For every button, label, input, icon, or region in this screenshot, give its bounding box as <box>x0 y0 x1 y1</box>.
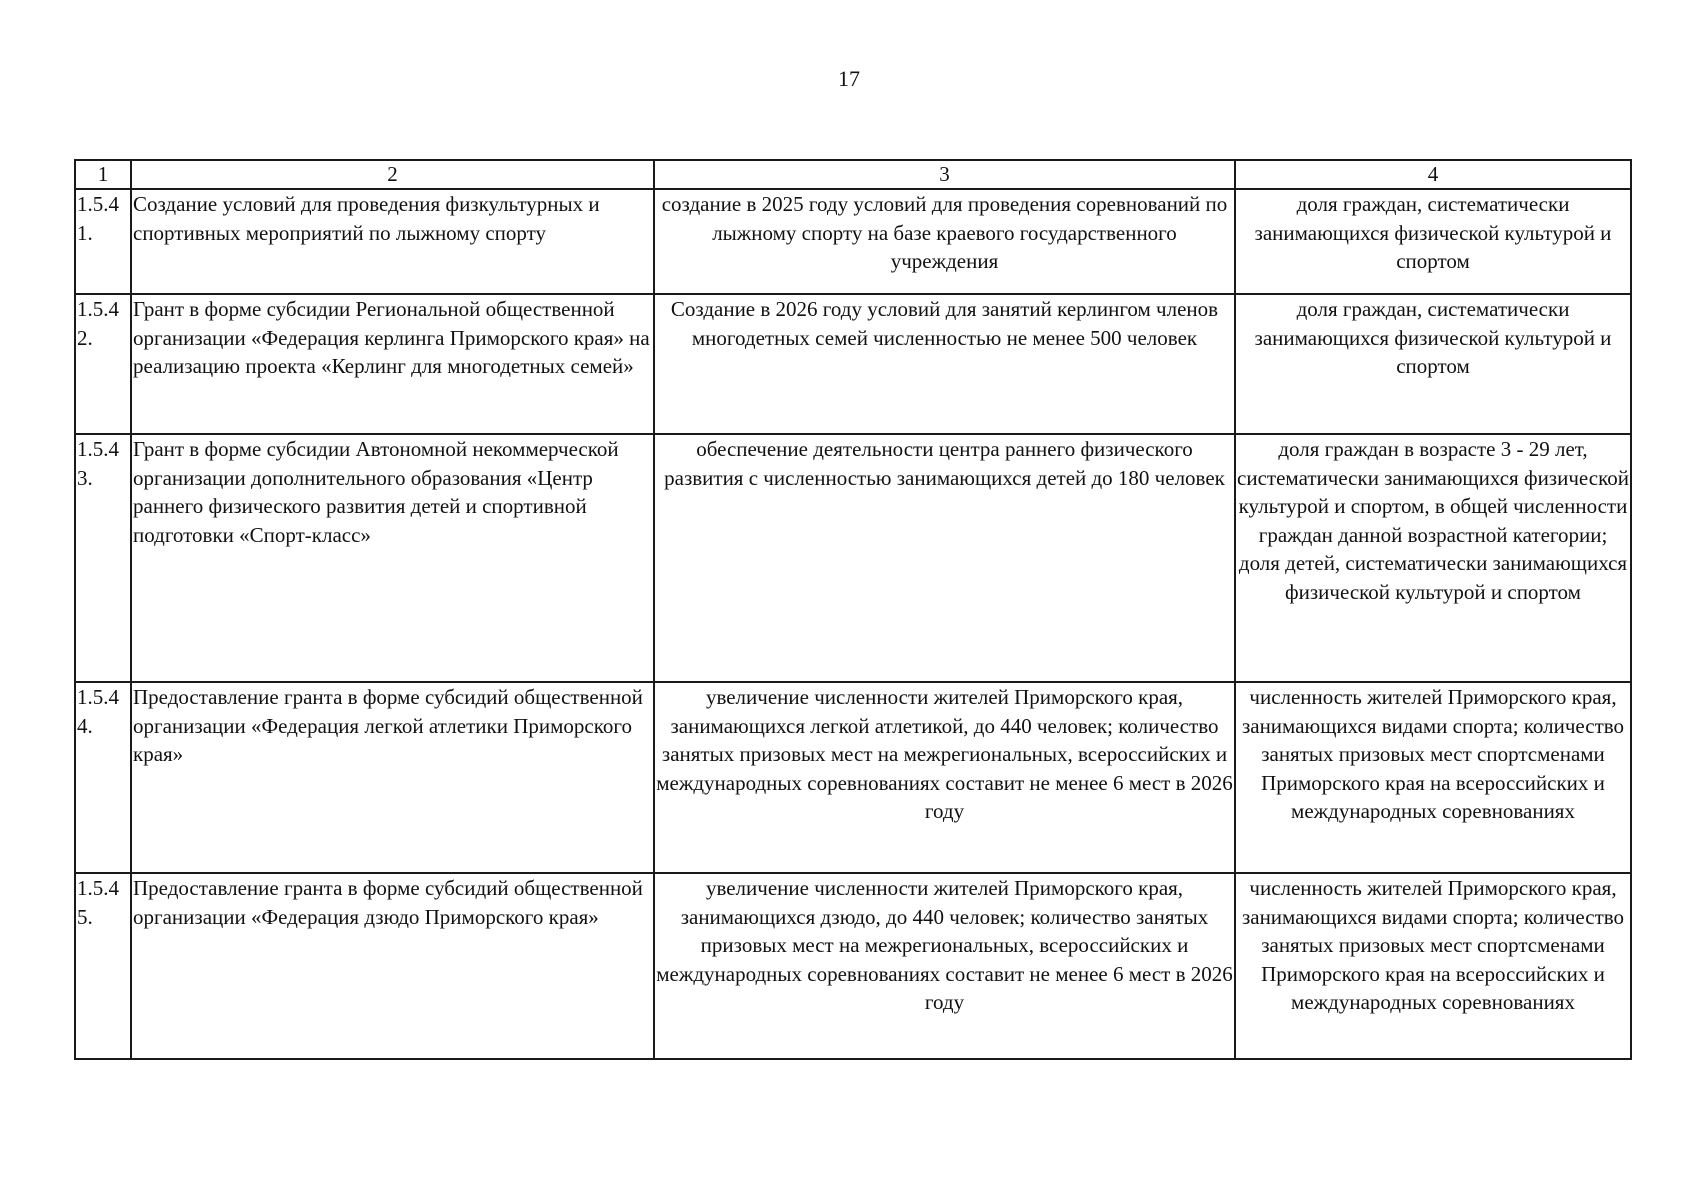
indicator-cell: доля граждан в возрасте 3 - 29 лет, систематически занимающихся физической культурой и спортом, в общей численности граждан данной возрастной категории; доля детей, систематически занимающихся физической культурой и спортом <box>1235 434 1631 682</box>
measures-table <box>74 159 1632 1060</box>
result-cell: увеличение численности жителей Приморского края, занимающихся легкой атлетикой, до 440 человек; количество занятых призовых мест на межрегиональных, всероссийских и международных соревнованиях составит не менее 6 мест в 2026 году <box>654 682 1235 873</box>
row-number-cell: 1.5.4 4. <box>75 682 131 873</box>
event-cell: Грант в форме субсидии Автономной некоммерческой организации дополнительного образования «Центр раннего физического развития детей и спортивной подготовки «Спорт-класс» <box>131 434 654 682</box>
indicator-cell: численность жителей Приморского края, занимающихся видами спорта; количество занятых призовых мест спортсменами Приморского края на всероссийских и международных соревнованиях <box>1235 682 1631 873</box>
event-cell: Создание условий для проведения физкультурных и спортивных мероприятий по лыжному спорту <box>131 189 654 294</box>
event-cell: Предоставление гранта в форме субсидий общественной организации «Федерация дзюдо Приморского края» <box>131 873 654 1059</box>
result-cell: Создание в 2026 году условий для занятий керлингом членов многодетных семей численностью не менее 500 человек <box>654 294 1235 434</box>
indicator-cell: доля граждан, систематически занимающихся физической культурой и спортом <box>1235 189 1631 294</box>
table-header-row <box>75 160 1631 189</box>
table-row <box>75 434 1631 682</box>
table-row <box>75 294 1631 434</box>
result-cell: обеспечение деятельности центра раннего физического развития с численностью занимающихся детей до 180 человек <box>654 434 1235 682</box>
table-row <box>75 189 1631 294</box>
column-header-3: 3 <box>654 160 1235 189</box>
row-number-cell: 1.5.4 1. <box>75 189 131 294</box>
row-number-cell: 1.5.4 5. <box>75 873 131 1059</box>
event-cell: Предоставление гранта в форме субсидий общественной организации «Федерация легкой атлетики Приморского края» <box>131 682 654 873</box>
column-header-4: 4 <box>1235 160 1631 189</box>
page-number: 17 <box>838 66 860 91</box>
table-row <box>75 682 1631 873</box>
indicator-cell: доля граждан, систематически занимающихся физической культурой и спортом <box>1235 294 1631 434</box>
column-header-2: 2 <box>131 160 654 189</box>
result-cell: увеличение численности жителей Приморского края, занимающихся дзюдо, до 440 человек; количество занятых призовых мест на межрегиональных, всероссийских и международных соревнованиях составит не менее 6 мест в 2026 году <box>654 873 1235 1059</box>
result-cell: создание в 2025 году условий для проведения соревнований по лыжному спорту на базе краевого государственного учреждения <box>654 189 1235 294</box>
table-row <box>75 873 1631 1059</box>
row-number-cell: 1.5.4 3. <box>75 434 131 682</box>
column-header-1: 1 <box>75 160 131 189</box>
indicator-cell: численность жителей Приморского края, занимающихся видами спорта; количество занятых призовых мест спортсменами Приморского края на всероссийских и международных соревнованиях <box>1235 873 1631 1059</box>
event-cell: Грант в форме субсидии Региональной общественной организации «Федерация керлинга Приморского края» на реализацию проекта «Керлинг для многодетных семей» <box>131 294 654 434</box>
row-number-cell: 1.5.4 2. <box>75 294 131 434</box>
